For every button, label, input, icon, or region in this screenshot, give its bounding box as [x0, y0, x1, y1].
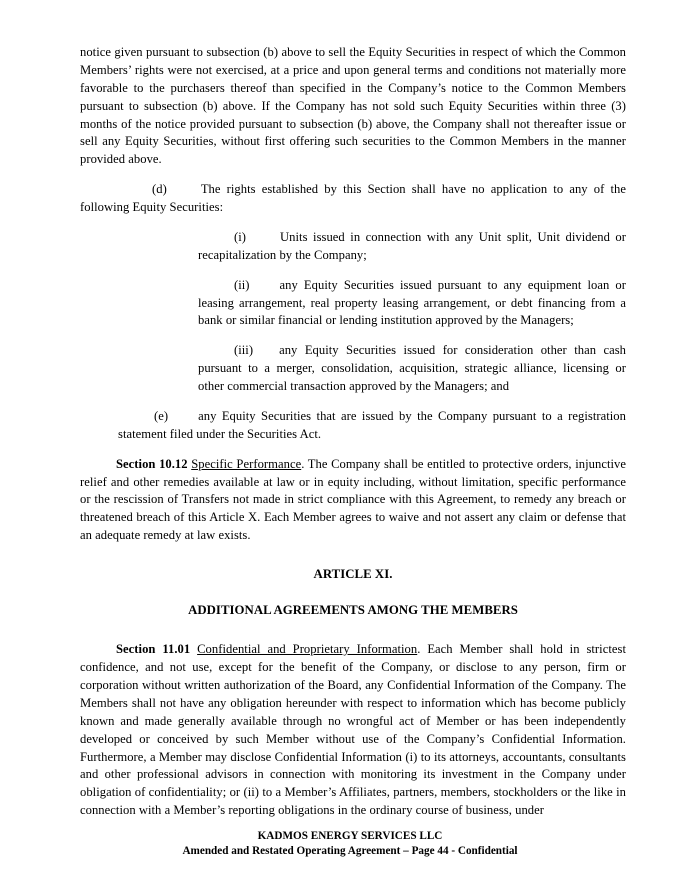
paragraph-d-text: The rights established by this Section shall have no application to any of the following Equity Securities:: [80, 182, 626, 214]
article-title: ADDITIONAL AGREEMENTS AMONG THE MEMBERS: [188, 603, 518, 618]
paragraph-iii-text: any Equity Securities issued for consideration other than cash pursuant to a merger, consolidation, acquisition, strategic alliance, licensing or other commercial transaction approved by the Managers; and: [198, 343, 626, 393]
section-10-12-text: . The Company shall be entitled to protective orders, injunctive relief and other remedies available at law or in equity including, without limitation, specific performance or the rescission of Transfers not made in strict compliance with this Agreement, to remedy any breach or threatened breach of this Article X. Each Member agrees to waive and not assert any claim or defense that an adequate remedy at law exists.: [80, 456, 626, 543]
paragraph-e: [118, 408, 626, 444]
footer-agreement: Amended and Restated Operating Agreement – Page 44 - Confidential: [182, 845, 518, 857]
list-marker-e: (e): [154, 408, 169, 423]
paragraph-ii-text: any Equity Securities issued pursuant to any equipment loan or leasing arrangement, real property leasing arrangement, or debt financing from a bank or similar financial or lending institution approved by the Managers;: [198, 277, 626, 328]
list-marker-ii: (ii): [234, 277, 250, 292]
document-body: [80, 44, 626, 820]
page-footer: [0, 829, 700, 859]
paragraph-continuation: notice given pursuant to subsection (b) above to sell the Equity Securities in respect of which the Common Members’ rights were not exercised, at a price and upon general terms and conditions not materially more favorable to the purchasers thereof than specified in the Company’s notice to the Common Members pursuant to subsection (b) above. If the Company has not sold such Equity Securities within three (3) months of the notice provided pursuant to subsection (b) above, the Company shall not thereafter issue or sell any Equity Securities, without first offering such securities to the Common Members in the manner provided above.: [80, 45, 626, 167]
article-number: ARTICLE XI.: [313, 567, 393, 581]
footer-company: KADMOS ENERGY SERVICES LLC: [257, 830, 443, 842]
section-10-12: [80, 456, 626, 545]
section-11-01-heading: Confidential and Proprietary Information: [197, 642, 418, 657]
paragraph-i: [198, 229, 626, 265]
section-11-01: [80, 641, 626, 820]
paragraph-iii: [198, 342, 626, 396]
list-marker-d: (d): [152, 182, 167, 197]
section-11-01-label: Section 11.01: [116, 642, 191, 657]
section-10-12-label: Section 10.12: [116, 456, 188, 471]
list-marker-iii: (iii): [234, 343, 254, 358]
paragraph-ii: [198, 277, 626, 331]
list-marker-i: (i): [234, 229, 247, 244]
paragraph-d: [80, 181, 626, 217]
section-10-12-heading: Specific Performance: [191, 456, 302, 471]
paragraph-i-text: Units issued in connection with any Unit split, Unit dividend or recapitalization by the Company;: [198, 229, 626, 262]
paragraph-e-text: any Equity Securities that are issued by the Company pursuant to a registration statement filed under the Securities Act.: [118, 408, 626, 441]
section-11-01-text: . Each Member shall hold in strictest confidence, and not use, except for the benefit of the Company, or disclose to any person, firm or corporation without written authorization of the Board, any Confidential Information of the Company. The Members shall not have any obligation hereunder with respect to information which has become publicly known and made generally available through no wrongful act of Member or has been independently developed or conceived by such Member without use of the Company’s Confidential Information. Furthermore, a Member may disclose Confidential Information (i) to its attorneys, accountants, consultants and other professional advisors in connection with monitoring its investment in the Company under obligation of confidentiality; or (ii) to a Member’s Affiliates, partners, members, stockholders or the like in connection with a Member’s reporting obligations in the ordinary course of business, under: [80, 642, 626, 818]
